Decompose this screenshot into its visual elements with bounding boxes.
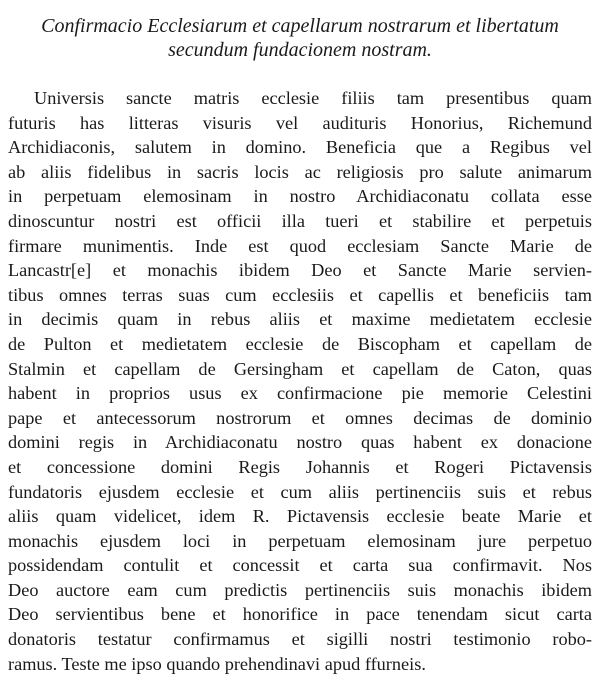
text-line-14: pape et antecessorum nostrorum et omnes decimas de dominio	[8, 407, 592, 428]
text-line-3: Archidiaconis, salutem in domino. Beneficia que a Regibus vel	[8, 137, 592, 158]
text-line-20: possidendam contulit et concessit et carta sua confirmavit. Nos	[8, 555, 592, 576]
text-line-10: in decimis quam in rebus aliis et maxime medietatem ecclesie	[8, 309, 592, 330]
text-line-24: ramus. Teste me ipso quando prehendinavi apud ffurneis.	[8, 653, 426, 674]
text-line-18: aliis quam videlicet, idem R. Pictavensis ecclesie beate Marie et	[8, 506, 592, 527]
text-line-6: dinoscuntur nostri est officii illa tueri et stabilire et perpetuis	[8, 210, 592, 231]
text-line-12: Stalmin et capellam de Gersingham et capellam de Caton, quas	[8, 358, 592, 379]
text-line-16: et concessione domini Regis Johannis et Rogeri Pictavensis	[8, 456, 592, 477]
title-line-1: Confirmacio Ecclesiarum et capellarum nostrarum et libertatum	[41, 15, 559, 37]
text-line-21: Deo auctore eam cum predictis pertinenciis suis monachis ibidem	[8, 579, 592, 600]
text-line-4: ab aliis fidelibus in sacris locis ac religiosis pro salute animarum	[8, 161, 592, 182]
text-line-8: Lancastr[e] et monachis ibidem Deo et Sancte Marie servien-	[8, 260, 592, 281]
title-line-2: secundum fundacionem nostram.	[168, 39, 432, 61]
text-line-1: Universis sancte matris ecclesie filiis tam presentibus quam	[34, 88, 592, 108]
text-line-9: tibus omnes terras suas cum ecclesiis et capellis et beneficiis tam	[8, 284, 592, 305]
charter-text	[8, 86, 592, 676]
text-line-5: in perpetuam elemosinam in nostro Archidiaconatu collata esse	[8, 186, 592, 207]
text-line-15: domini regis in Archidiaconatu nostro quas habent ex donacione	[8, 432, 592, 453]
text-line-7: firmare munimentis. Inde est quod ecclesiam Sancte Marie de	[8, 235, 592, 256]
text-line-23: donatoris testatur confirmamus et sigilli nostri testimonio robo-	[8, 629, 592, 650]
text-line-13: habent in proprios usus ex confirmacione pie memorie Celestini	[8, 383, 592, 404]
text-line-19: monachis ejusdem loci in perpetuam elemosinam jure perpetuo	[8, 530, 592, 551]
text-line-22: Deo servientibus bene et honorifice in pace tenendam sicut carta	[8, 604, 592, 625]
text-line-2: futuris has litteras visuris vel audituris Honorius, Richemund	[8, 112, 592, 133]
text-line-11: de Pulton et medietatem ecclesie de Biscopham et capellam de	[8, 333, 592, 354]
text-line-17: fundatoris ejusdem ecclesie et cum aliis pertinenciis suis et rebus	[8, 481, 592, 502]
document-title	[8, 14, 592, 62]
